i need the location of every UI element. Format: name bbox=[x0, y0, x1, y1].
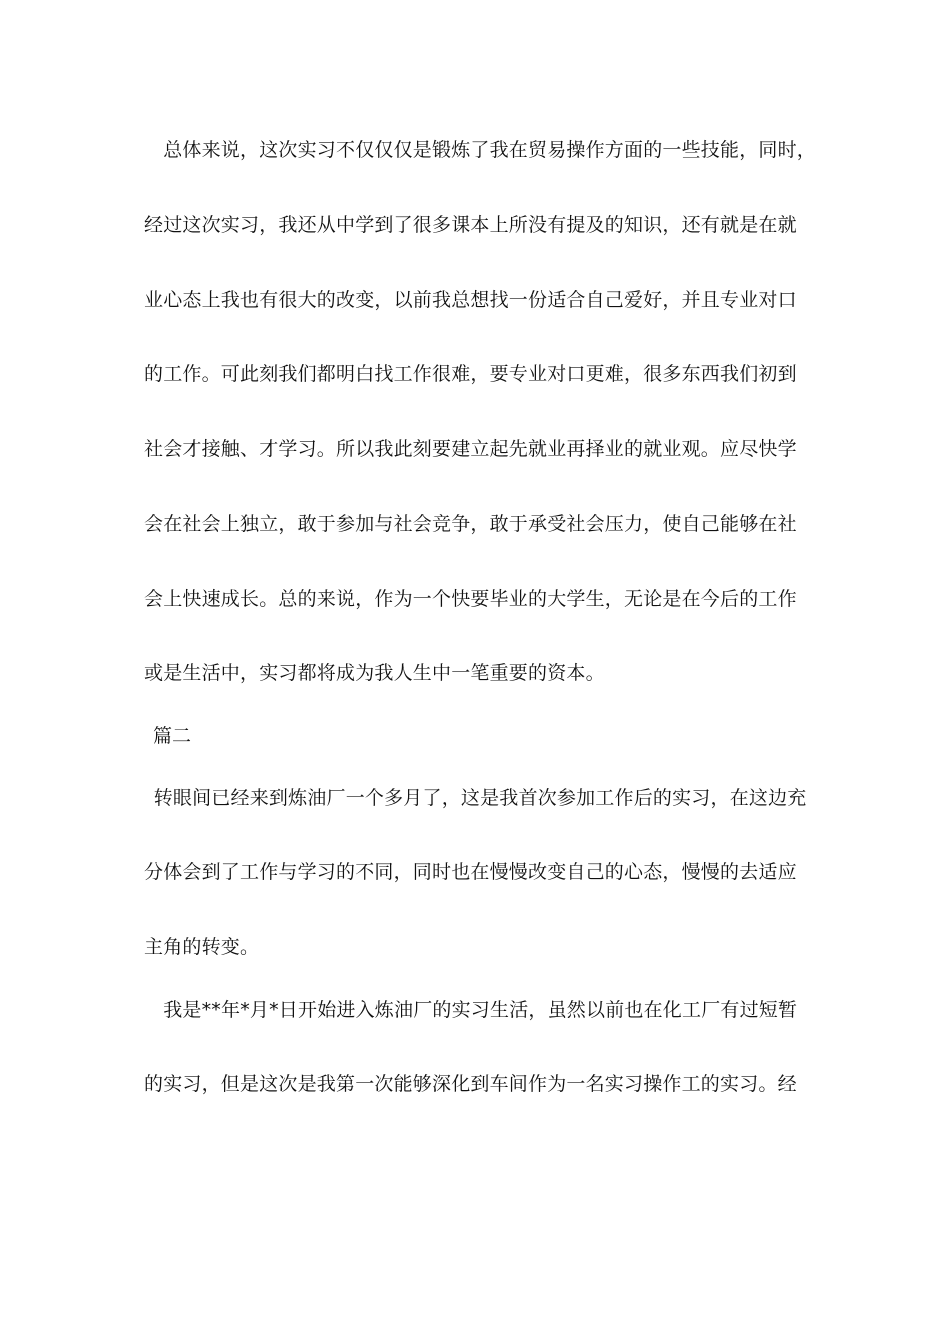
paragraph-1-line-8: 或是生活中，实习都将成为我人生中一笔重要的资本。 bbox=[144, 662, 605, 684]
paragraph-2-line-3: 主角的转变。 bbox=[144, 936, 260, 958]
paragraph-1-line-7: 会上快速成长。总的来说，作为一个快要毕业的大学生，无论是在今后的工作 bbox=[144, 588, 797, 610]
section-heading: 篇二 bbox=[153, 725, 192, 747]
paragraph-3-line-1: 我是**年*月*日开始进入炼油厂的实习生活，虽然以前也在化工厂有过短暂 bbox=[144, 999, 798, 1021]
paragraph-1-line-1: 总体来说，这次实习不仅仅仅是锻炼了我在贸易操作方面的一些技能，同时， bbox=[144, 139, 817, 161]
paragraph-1-line-3: 业心态上我也有很大的改变，以前我总想找一份适合自己爱好，并且专业对口 bbox=[144, 289, 797, 311]
paragraph-1-line-2: 经过这次实习，我还从中学到了很多课本上所没有提及的知识，还有就是在就 bbox=[144, 214, 797, 236]
paragraph-1-line-4: 的工作。可此刻我们都明白找工作很难，要专业对口更难，很多东西我们初到 bbox=[144, 363, 797, 385]
paragraph-1-line-5: 社会才接触、才学习。所以我此刻要建立起先就业再择业的就业观。应尽快学 bbox=[144, 438, 797, 460]
paragraph-3-line-2: 的实习，但是这次是我第一次能够深化到车间作为一名实习操作工的实习。经 bbox=[144, 1073, 797, 1095]
paragraph-2-line-1: 转眼间已经来到炼油厂一个多月了，这是我首次参加工作后的实习，在这边充 bbox=[144, 787, 807, 809]
paragraph-2-line-2: 分体会到了工作与学习的不同，同时也在慢慢改变自己的心态，慢慢的去适应 bbox=[144, 861, 797, 883]
paragraph-1-line-6: 会在社会上独立，敢于参加与社会竞争，敢于承受社会压力，使自己能够在社 bbox=[144, 513, 797, 535]
